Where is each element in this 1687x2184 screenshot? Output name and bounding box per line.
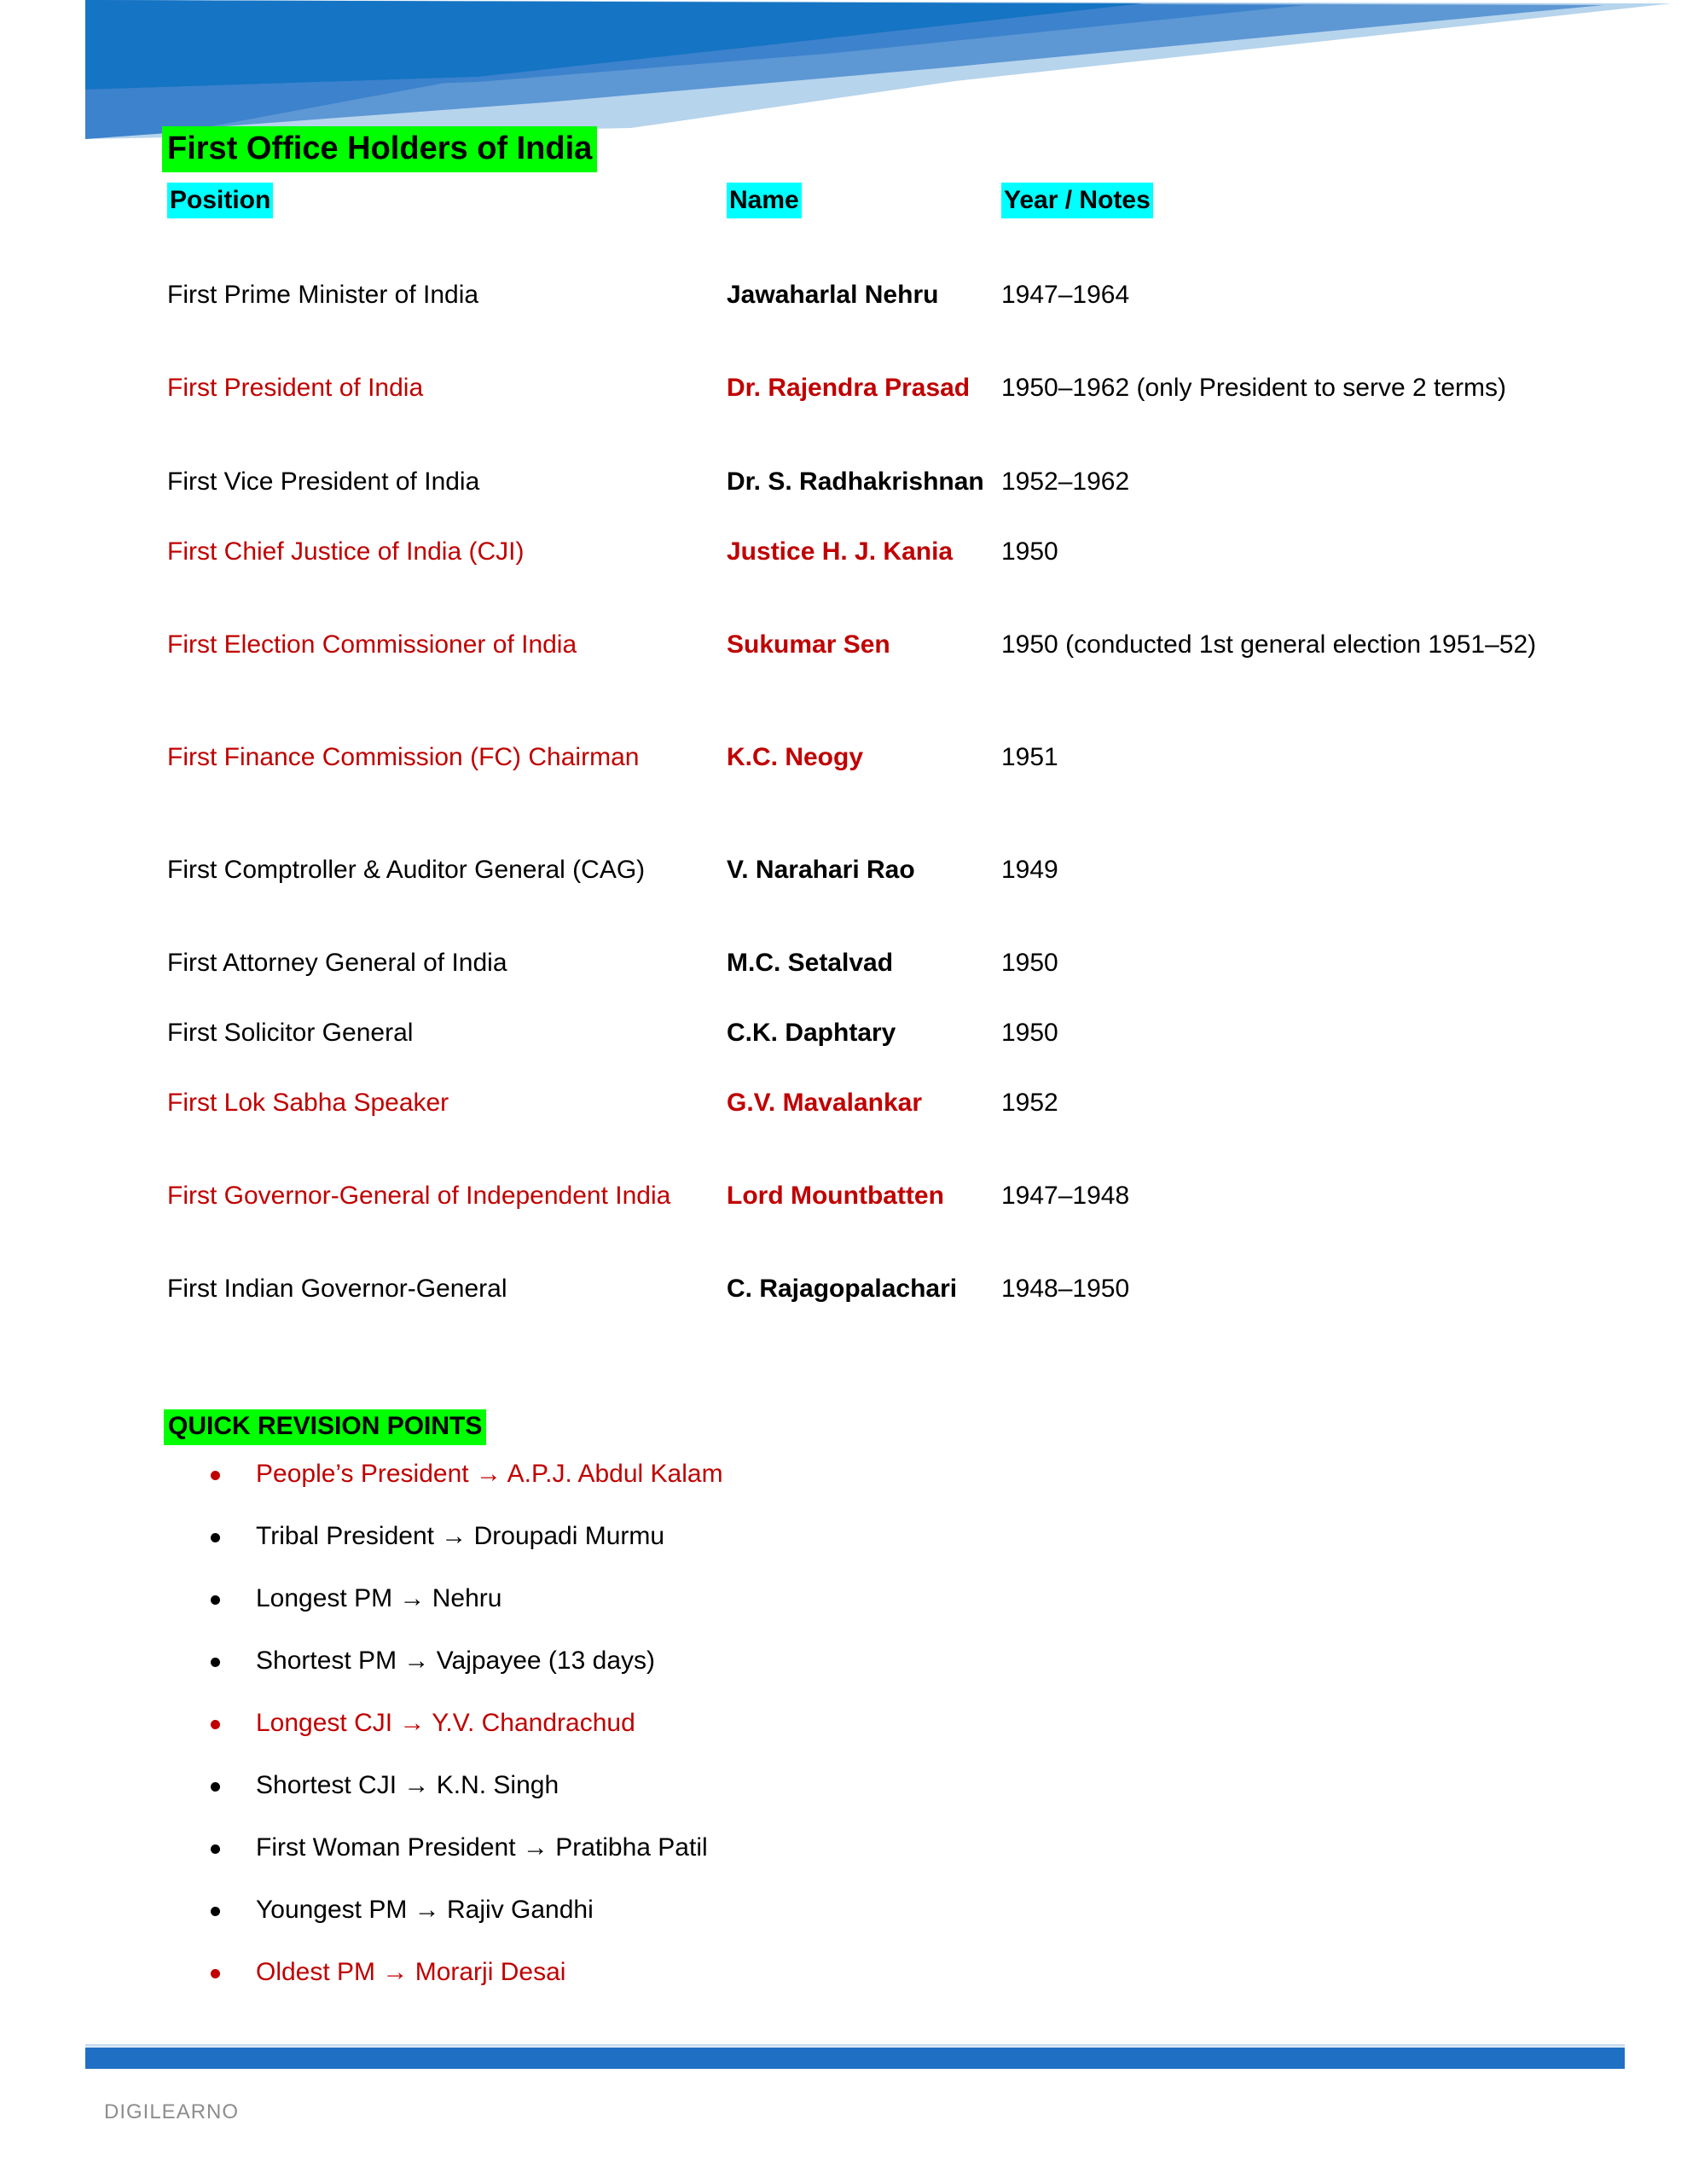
- list-item-label: Longest PM → Nehru: [256, 1584, 502, 1612]
- list-item-label: Youngest PM → Rajiv Gandhi: [256, 1896, 594, 1924]
- table-row: [0, 1177, 1687, 1215]
- list-item: [0, 1767, 1194, 1804]
- cell-year: 1952: [1001, 1089, 1058, 1117]
- cell-name: Dr. Rajendra Prasad: [727, 374, 971, 402]
- header-decoration-banner: [0, 0, 1687, 141]
- list-item-label: Shortest CJI → K.N. Singh: [256, 1771, 559, 1799]
- cell-year: 1951: [1001, 743, 1058, 771]
- table-row: [0, 276, 1687, 314]
- list-item-label: First Woman President → Pratibha Patil: [256, 1833, 708, 1862]
- column-header-position: Position: [167, 183, 273, 218]
- cell-position: First Vice President of India: [167, 468, 480, 496]
- cell-position: First Finance Commission (FC) Chairman: [167, 743, 640, 771]
- table-row: [0, 851, 1687, 889]
- bullet-dot-icon: [211, 1658, 220, 1667]
- table-row: [0, 1014, 1687, 1052]
- cell-name: Jawaharlal Nehru: [727, 281, 939, 309]
- bullet-dot-icon: [211, 1907, 220, 1916]
- list-item-label: People’s President → A.P.J. Abdul Kalam: [256, 1460, 723, 1488]
- cell-year: 1948–1950: [1001, 1275, 1130, 1303]
- cell-year: 1950: [1001, 537, 1058, 566]
- cell-position: First President of India: [167, 374, 424, 402]
- cell-position: First Election Commissioner of India: [167, 630, 577, 659]
- cell-name: Sukumar Sen: [727, 630, 890, 659]
- table-row: [0, 1270, 1687, 1308]
- cell-position: First Attorney General of India: [167, 949, 507, 977]
- cell-position: First Solicitor General: [167, 1019, 414, 1047]
- bullet-dot-icon: [211, 1471, 220, 1480]
- column-header-year: Year / Notes: [1001, 183, 1153, 218]
- bullet-dot-icon: [211, 1969, 220, 1978]
- cell-position: First Governor-General of Independent India: [167, 1182, 671, 1210]
- cell-year: 1950–1962 (only President to serve 2 terms): [1001, 374, 1506, 402]
- bullet-dot-icon: [211, 1720, 220, 1729]
- table-row: [0, 533, 1687, 571]
- table-row: [0, 463, 1687, 501]
- cell-year: 1947–1964: [1001, 281, 1130, 309]
- cell-name: Dr. S. Radhakrishnan: [727, 468, 984, 496]
- bullet-dot-icon: [211, 1782, 220, 1792]
- cell-name: K.C. Neogy: [727, 743, 864, 771]
- cell-name: V. Narahari Rao: [727, 856, 915, 884]
- cell-name: M.C. Setalvad: [727, 949, 894, 977]
- list-item-label: Longest CJI → Y.V. Chandrachud: [256, 1709, 635, 1737]
- page-title: First Office Holders of India: [162, 126, 597, 172]
- bullet-dot-icon: [211, 1844, 220, 1854]
- cell-name: C.K. Daphtary: [727, 1019, 896, 1047]
- list-item: [0, 1829, 1194, 1867]
- list-item: [0, 1705, 1194, 1742]
- cell-position: First Indian Governor-General: [167, 1275, 507, 1303]
- table-row: [0, 369, 1687, 407]
- table-row: [0, 1084, 1687, 1122]
- list-item: [0, 1455, 1194, 1493]
- list-item: [0, 1580, 1194, 1618]
- list-item: [0, 1518, 1194, 1555]
- table-row: [0, 944, 1687, 982]
- cell-year: 1949: [1001, 856, 1058, 884]
- cell-name: G.V. Mavalankar: [727, 1089, 923, 1117]
- cell-year: 1950: [1001, 949, 1058, 977]
- list-item-label: Shortest PM → Vajpayee (13 days): [256, 1647, 655, 1675]
- cell-position: First Lok Sabha Speaker: [167, 1089, 449, 1117]
- bullet-dot-icon: [211, 1595, 220, 1605]
- bullet-dot-icon: [211, 1533, 220, 1542]
- cell-name: Lord Mountbatten: [727, 1182, 944, 1210]
- footer-brand-label: DIGILEARNO: [104, 2100, 240, 2123]
- cell-position: First Prime Minister of India: [167, 281, 479, 309]
- list-item-label: Oldest PM → Morarji Desai: [256, 1958, 566, 1986]
- cell-year: 1952–1962: [1001, 468, 1130, 496]
- cell-name: C. Rajagopalachari: [727, 1275, 958, 1303]
- quick-revision-heading: QUICK REVISION POINTS: [164, 1409, 486, 1445]
- cell-year: 1947–1948: [1001, 1182, 1130, 1210]
- footer-bar: [85, 2048, 1625, 2069]
- table-row: [0, 626, 1687, 664]
- column-header-name: Name: [727, 183, 802, 218]
- cell-year: 1950: [1001, 1019, 1058, 1047]
- list-item: [0, 1954, 1194, 1991]
- table-row: [0, 739, 1687, 776]
- cell-year: 1950 (conducted 1st general election 1951–52): [1001, 630, 1537, 659]
- cell-name: Justice H. J. Kania: [727, 537, 954, 566]
- banner-shapes-svg: [0, 0, 1687, 141]
- list-item: [0, 1642, 1194, 1680]
- table-header-row: [0, 183, 1687, 220]
- cell-position: First Comptroller & Auditor General (CAG): [167, 856, 646, 884]
- list-item: [0, 1891, 1194, 1929]
- list-item-label: Tribal President → Droupadi Murmu: [256, 1522, 665, 1550]
- cell-position: First Chief Justice of India (CJI): [167, 537, 525, 566]
- footer-hairline: [85, 2044, 1625, 2047]
